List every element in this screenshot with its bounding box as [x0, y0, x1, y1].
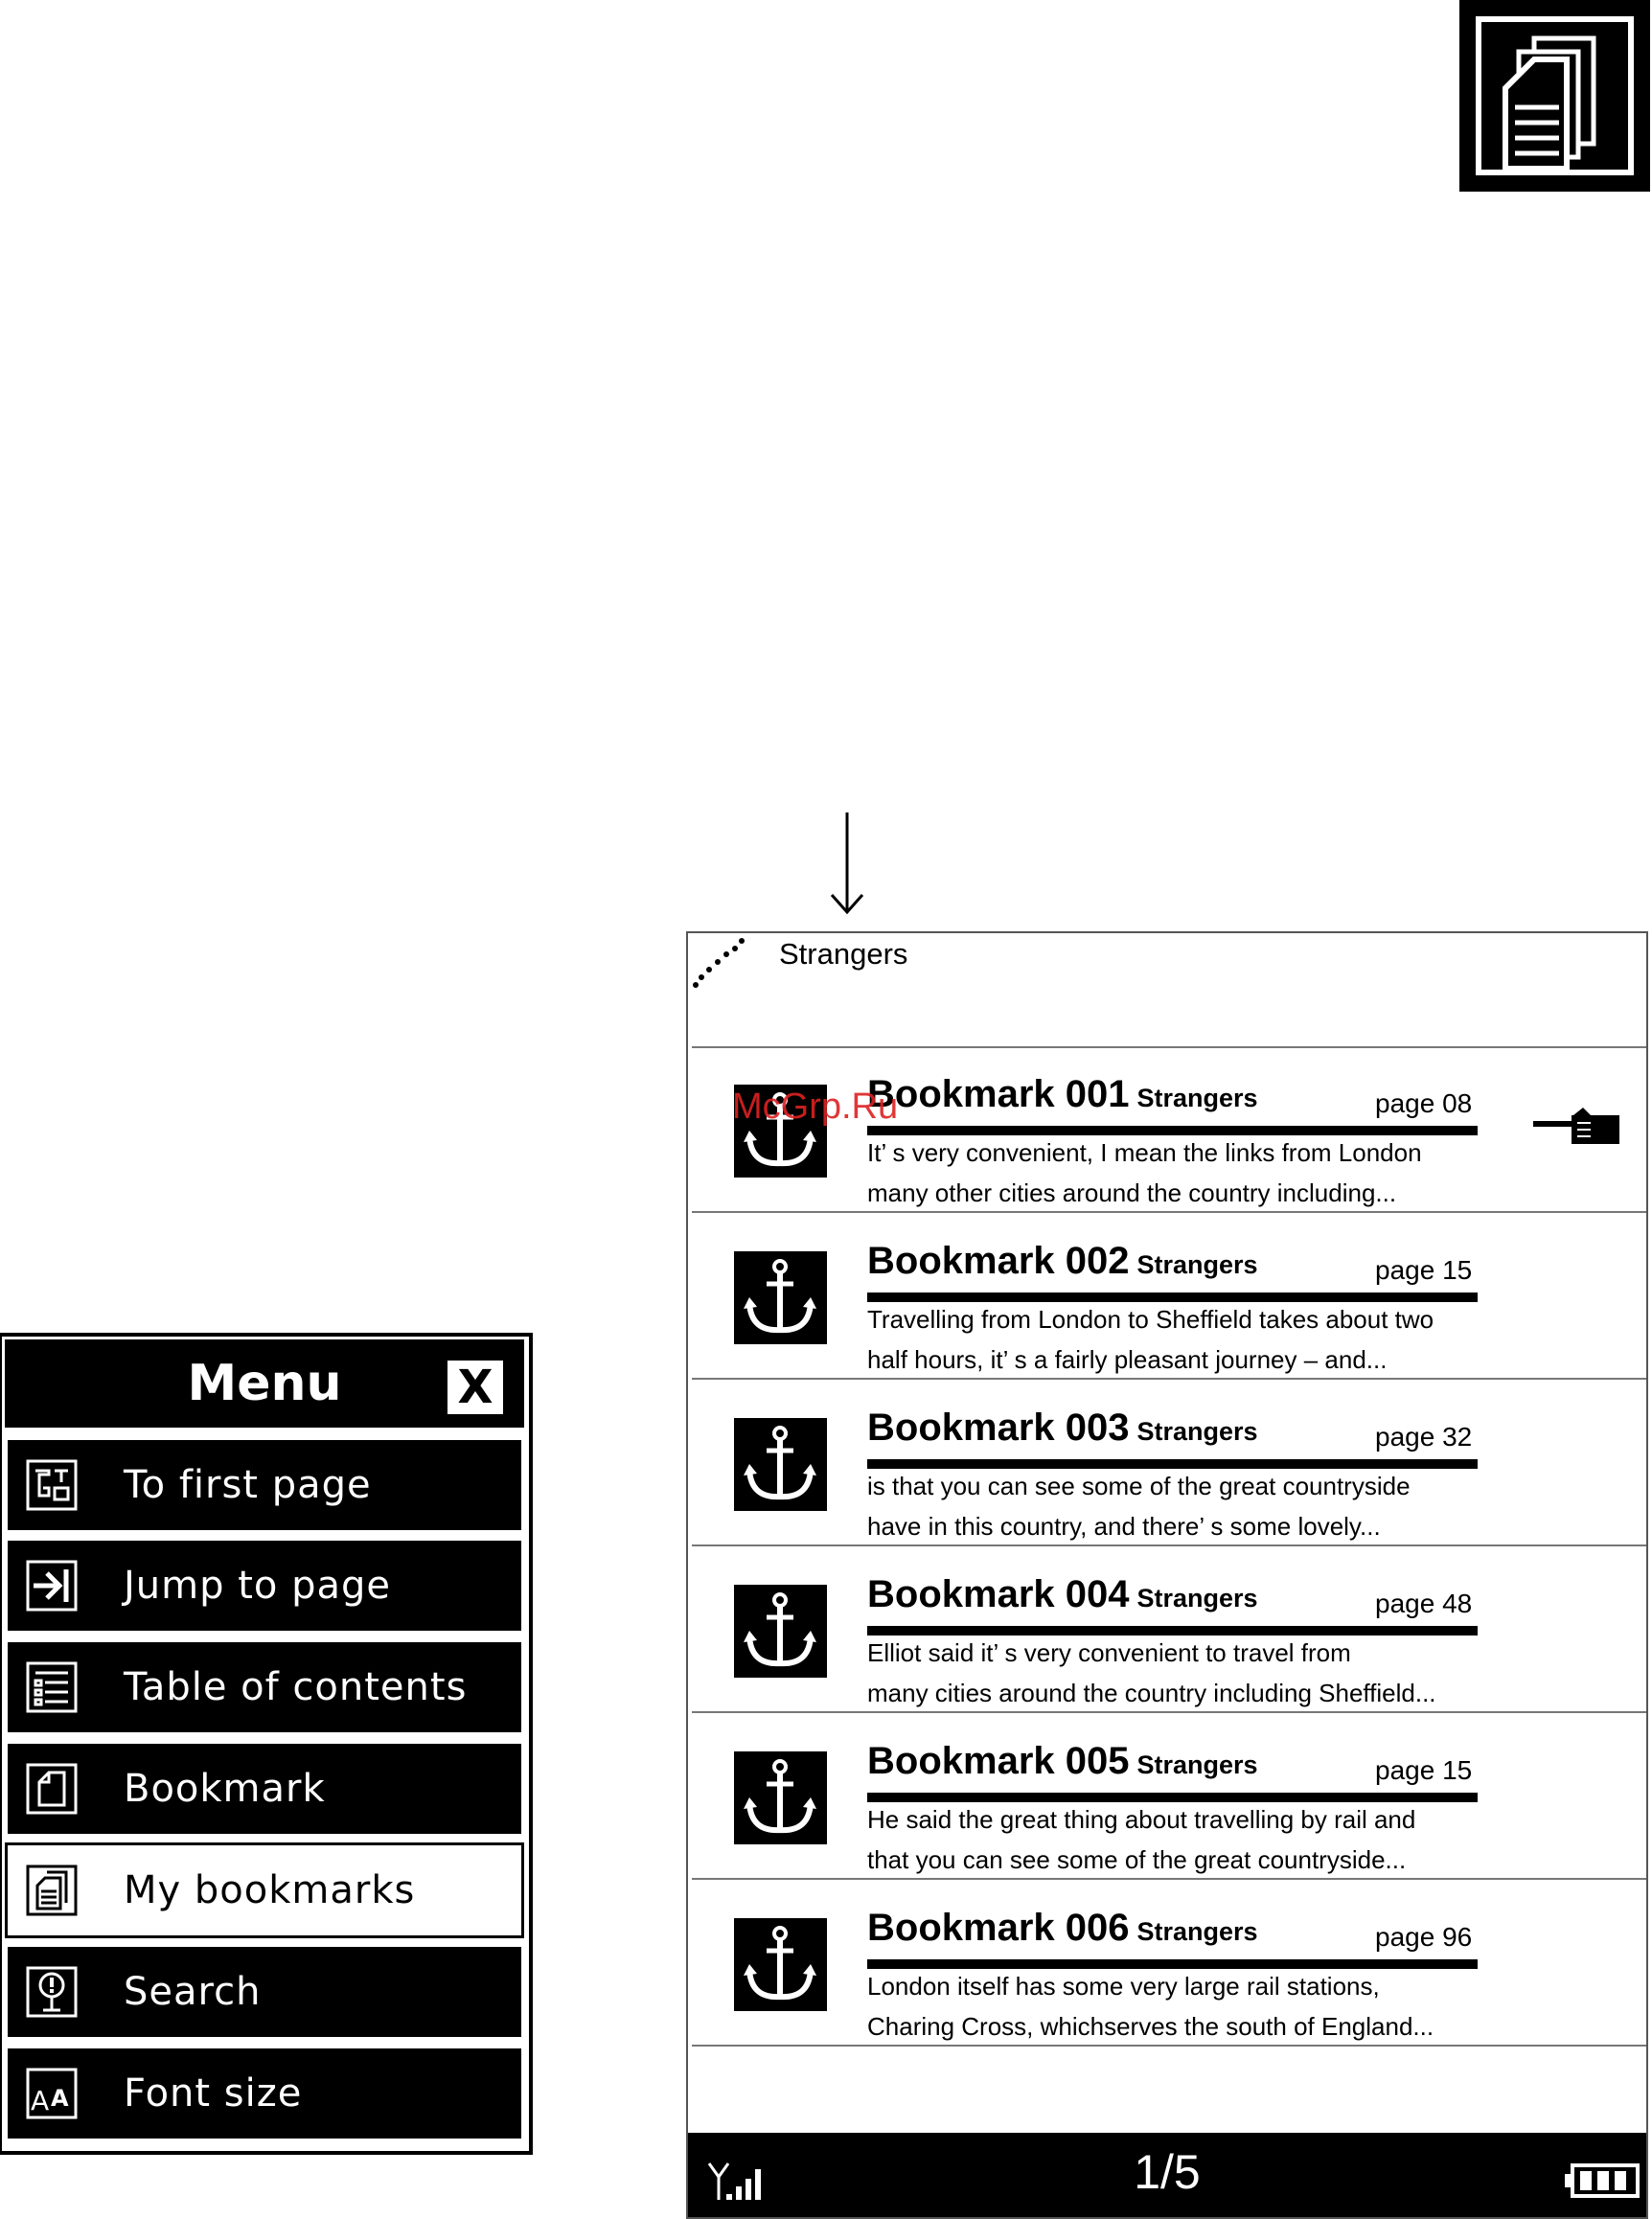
bookmark-row[interactable] [692, 1715, 1646, 1880]
pointing-hand-cursor-icon [1533, 1108, 1621, 1146]
down-arrow-icon [828, 812, 866, 918]
svg-text:A: A [31, 2085, 51, 2116]
menu-item-label: Search [124, 1970, 262, 2014]
row-divider [692, 1211, 1646, 1213]
bookmark-title [867, 1740, 1258, 1783]
watermark: McGrp.Ru [732, 1087, 899, 1127]
row-divider [692, 2045, 1646, 2047]
status-bar [688, 2133, 1646, 2217]
bookmark-book: Strangers [1136, 1584, 1258, 1613]
jump-arrow-icon [26, 1560, 78, 1612]
bookmark-row[interactable] [692, 1882, 1646, 2047]
bookmark-row[interactable] [692, 1215, 1646, 1380]
bookmark-excerpt-line2: Charing Cross, whichserves the south of England... [867, 2012, 1434, 2041]
bookmark-excerpt-line1: It’ s very convenient, I mean the links from London [867, 1138, 1422, 1167]
menu-item-label: Bookmark [124, 1767, 326, 1811]
menu-item-bookmark[interactable] [5, 1741, 524, 1837]
bookmark-name: Bookmark 004 [867, 1573, 1130, 1615]
bookmark-name: Bookmark 005 [867, 1740, 1130, 1782]
my-bookmarks-large-icon [1459, 0, 1650, 192]
anchor-icon [734, 1751, 827, 1844]
bookmark-excerpt-line1: He said the great thing about travelling by rail and [867, 1805, 1416, 1834]
bookmark-title [867, 1907, 1258, 1950]
bookmark-excerpt-line2: many other cities around the country including... [867, 1178, 1397, 1207]
bookmark-name: Bookmark 006 [867, 1907, 1130, 1949]
search-pin-icon [26, 1966, 78, 2018]
menu-item-my-bookmarks[interactable] [5, 1842, 524, 1938]
bookmark-page: page 48 [1375, 1589, 1473, 1618]
anchor-icon [734, 1585, 827, 1678]
bookmark-excerpt-line1: Travelling from London to Sheffield takes about two [867, 1305, 1434, 1334]
bookmark-page: page 15 [1375, 1255, 1473, 1285]
menu-item-font-size[interactable] [5, 2046, 524, 2141]
bookmark-name: Bookmark 001 [867, 1073, 1130, 1115]
bookmark-title [867, 1407, 1258, 1450]
menu-header [5, 1339, 524, 1428]
anchor-icon [734, 1918, 827, 2011]
row-divider [692, 1544, 1646, 1546]
bookmark-underline [867, 1293, 1478, 1302]
bookmark-excerpt-line1: Elliot said it’ s very convenient to travel from [867, 1638, 1351, 1667]
bookmark-row[interactable] [692, 1382, 1646, 1546]
bookmark-book: Strangers [1136, 1084, 1258, 1112]
bookmark-excerpt-line1: is that you can see some of the great countryside [867, 1472, 1411, 1500]
bookmark-row[interactable] [692, 1548, 1646, 1713]
bookmark-page: page 96 [1375, 1922, 1473, 1952]
bookmark-book: Strangers [1136, 1750, 1258, 1779]
first-page-icon [26, 1459, 78, 1511]
bookmark-underline [867, 1626, 1478, 1636]
menu-item-table-of-contents[interactable] [5, 1639, 524, 1735]
menu-item-search[interactable] [5, 1944, 524, 2040]
bookmark-page: page 15 [1375, 1755, 1473, 1785]
bookmark-excerpt-line1: London itself has some very large rail stations, [867, 1972, 1380, 2001]
toc-list-icon [26, 1661, 78, 1713]
battery-icon [1565, 2162, 1641, 2200]
bookmark-title [867, 1573, 1258, 1616]
book-title: Strangers [779, 937, 908, 971]
bookmark-title [867, 1240, 1258, 1283]
anchor-icon [734, 1418, 827, 1511]
page-indicator: 1/5 [1134, 2145, 1201, 2199]
reader-menu [0, 1335, 531, 2153]
bookmark-underline [867, 1459, 1478, 1469]
anchor-icon [734, 1251, 827, 1344]
bookmark-book: Strangers [1136, 1917, 1258, 1946]
menu-item-to-first-page[interactable] [5, 1437, 524, 1533]
menu-item-label: Table of contents [124, 1665, 468, 1709]
menu-close-button[interactable]: X [447, 1361, 503, 1414]
font-size-icon [26, 2068, 78, 2119]
menu-title: Menu [187, 1355, 342, 1412]
bookmark-book: Strangers [1136, 1250, 1258, 1279]
menu-item-label: To first page [124, 1463, 372, 1507]
bookmarks-stack-icon [26, 1864, 78, 1916]
row-divider [692, 1711, 1646, 1713]
menu-item-label: Jump to page [124, 1564, 391, 1608]
menu-item-label: Font size [124, 2071, 303, 2116]
bookmark-row[interactable] [692, 1048, 1646, 1213]
row-divider [692, 1878, 1646, 1880]
bookmark-page: page 32 [1375, 1422, 1473, 1452]
bookmark-underline [867, 1959, 1478, 1969]
bookmark-name: Bookmark 003 [867, 1407, 1130, 1449]
bookmark-book: Strangers [1136, 1417, 1258, 1446]
loading-dots-icon [692, 935, 749, 993]
bookmark-page-icon [26, 1763, 78, 1815]
menu-item-jump-to-page[interactable] [5, 1538, 524, 1634]
svg-text:A: A [51, 2085, 70, 2112]
bookmark-excerpt-line2: half hours, it’ s a fairly pleasant journey – and... [867, 1345, 1388, 1374]
bookmark-page: page 08 [1375, 1088, 1473, 1118]
bookmark-title [867, 1073, 1258, 1116]
menu-item-label: My bookmarks [124, 1868, 416, 1912]
bookmark-excerpt-line2: many cities around the country including Sheffield... [867, 1679, 1436, 1707]
bookmark-name: Bookmark 002 [867, 1240, 1130, 1282]
bookmark-underline [867, 1126, 1478, 1135]
bookmark-excerpt-line2: that you can see some of the great countryside... [867, 1845, 1407, 1874]
bookmark-underline [867, 1793, 1478, 1802]
bookmark-excerpt-line2: have in this country, and there’ s some lovely... [867, 1512, 1381, 1541]
row-divider [692, 1378, 1646, 1380]
